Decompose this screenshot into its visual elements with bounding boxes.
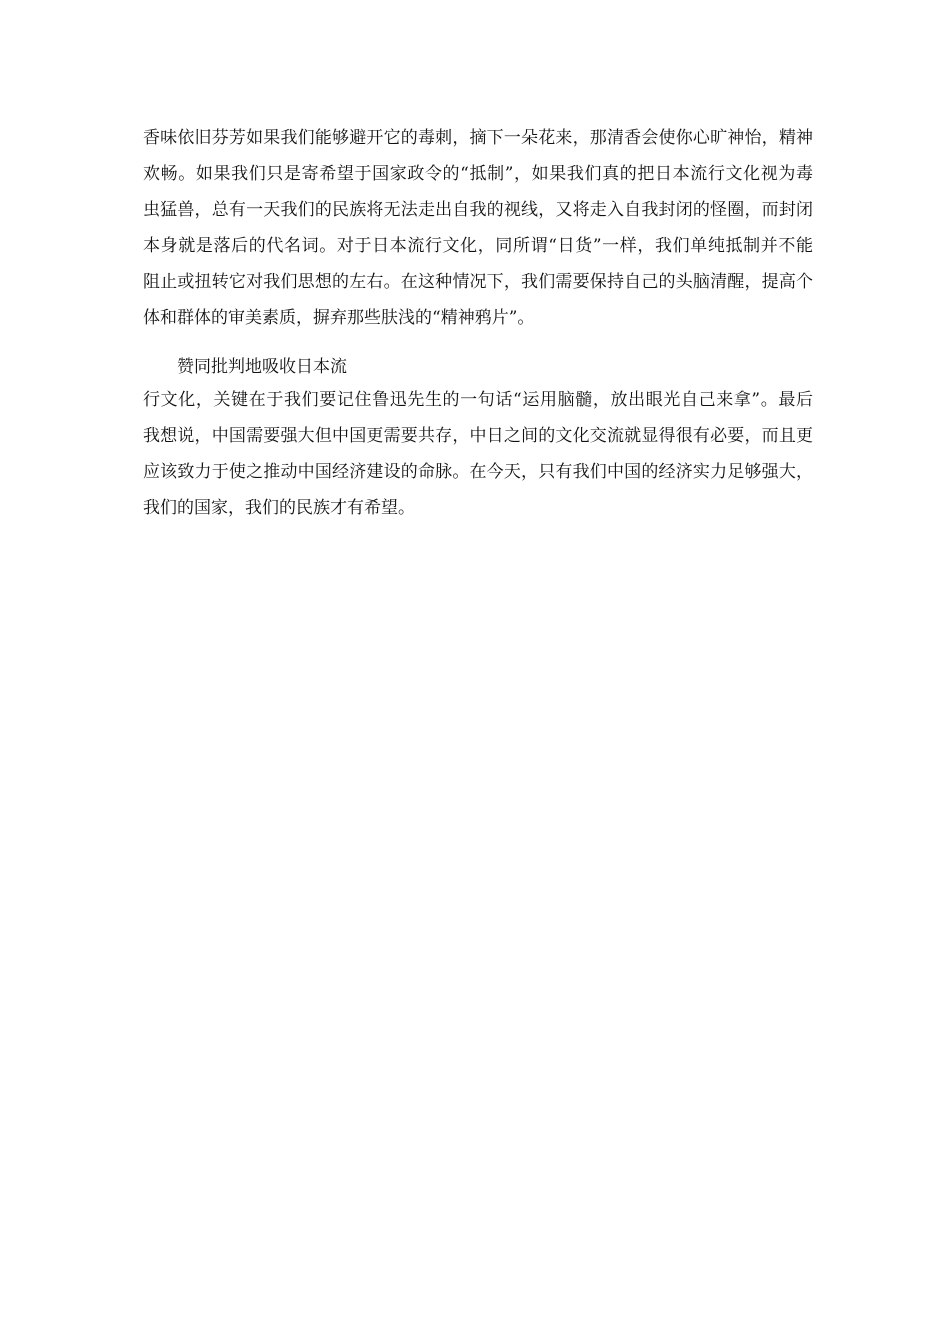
text-line: 虫猛兽，总有一天我们的民族将无法走出自我的视线，又将走入自我封闭的怪圈，而封闭 [143,200,813,220]
text-line: 行文化，关键在于我们要记住鲁迅先生的一句话“运用脑髓，放出眼光自己来拿”。最后 [143,390,813,410]
paragraph-spacer [143,336,813,352]
text-line: 我们的国家，我们的民族才有希望。 [143,498,415,518]
paragraph-2 [143,352,813,526]
indented-line: 赞同批判地吸收日本流 [177,357,347,377]
text-line: 我想说，中国需要强大但中国更需要共存，中日之间的文化交流就显得很有必要，而且更 [143,426,813,446]
text-line: 欢畅。如果我们只是寄希望于国家政令的“抵制”，如果我们真的把日本流行文化视为毒 [143,164,813,184]
text-line: 本身就是落后的代名词。对于日本流行文化，同所谓“日货”一样，我们单纯抵制并不能 [143,236,813,256]
text-line: 应该致力于使之推动中国经济建设的命脉。在今天，只有我们中国的经济实力足够强大， [143,462,813,482]
paragraph-1 [143,120,813,336]
document-body [143,120,813,526]
text-line: 体和群体的审美素质，摒弃那些肤浅的“精神鸦片”。 [143,308,535,328]
text-line: 香味依旧芬芳如果我们能够避开它的毒刺，摘下一朵花来，那清香会使你心旷神怡，精神 [143,128,813,148]
text-line: 阻止或扭转它对我们思想的左右。在这种情况下，我们需要保持自己的头脑清醒，提高个 [143,272,813,292]
